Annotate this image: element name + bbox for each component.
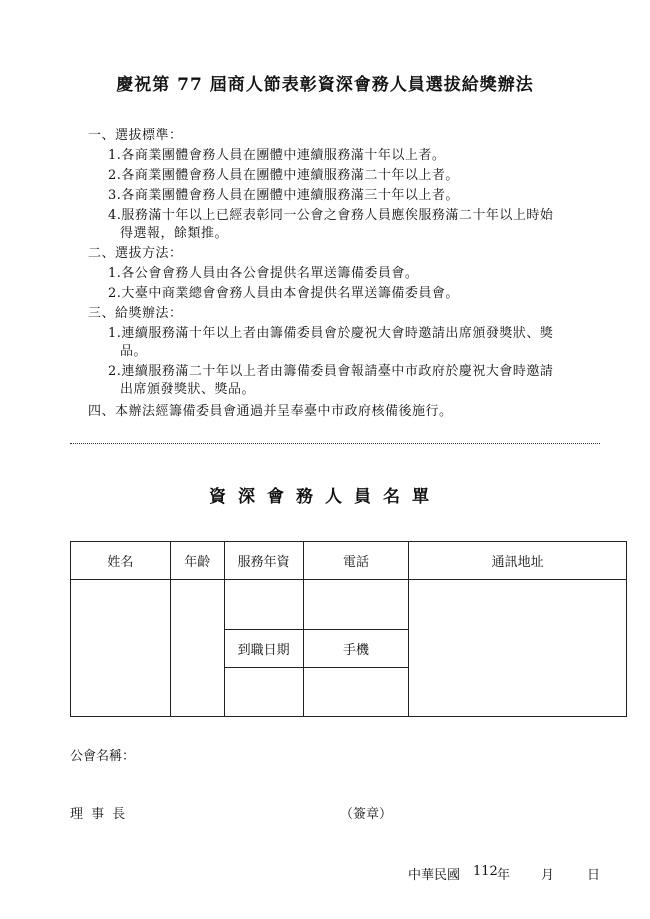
method-item: 2.大臺中商業總會會務人員由本會提供名單送籌備委員會。 bbox=[108, 286, 459, 301]
criteria-heading: 一、選拔標準： bbox=[88, 128, 183, 143]
header-address: 通訊地址 bbox=[409, 542, 627, 580]
age-cell[interactable] bbox=[170, 580, 224, 717]
phone-cell[interactable] bbox=[303, 580, 409, 630]
criteria-item: 2.各商業團體會務人員在團體中連續服務滿二十年以上者。 bbox=[108, 168, 459, 183]
criteria-item: 4.服務滿十年以上已經表彰同一公會之會務人員應俟服務滿二十年以上時始 bbox=[108, 208, 554, 223]
award-item: 2.連續服務滿二十年以上者由籌備委員會報請臺中市政府於慶祝大會時邀請 bbox=[108, 364, 554, 379]
table-header-row bbox=[71, 542, 627, 580]
criteria-item-continued: 得選報，餘類推。 bbox=[120, 226, 229, 241]
header-years: 服務年資 bbox=[224, 542, 303, 580]
seal-label: （簽章） bbox=[340, 807, 393, 822]
address-cell[interactable] bbox=[409, 580, 627, 717]
method-item: 1.各公會會務人員由各公會提供名單送籌備委員會。 bbox=[108, 266, 419, 281]
years-cell[interactable] bbox=[224, 580, 303, 630]
date-year: 112 bbox=[473, 864, 498, 879]
header-mobile: 手機 bbox=[303, 630, 409, 668]
start-date-cell[interactable] bbox=[224, 668, 303, 717]
chairman-label: 理 事 長 bbox=[70, 807, 128, 822]
table-row bbox=[71, 580, 627, 630]
name-cell[interactable] bbox=[71, 580, 171, 717]
criteria-item: 3.各商業團體會務人員在團體中連續服務滿三十年以上者。 bbox=[108, 188, 459, 203]
date-day-unit: 日 bbox=[587, 868, 601, 883]
header-name: 姓名 bbox=[71, 542, 171, 580]
header-start-date: 到職日期 bbox=[224, 630, 303, 668]
mobile-cell[interactable] bbox=[303, 668, 409, 717]
award-item-continued: 出席頒發獎狀、獎品。 bbox=[120, 382, 256, 397]
date-year-unit: 年 bbox=[497, 868, 511, 883]
roster-table bbox=[70, 541, 627, 717]
date-era: 中華民國 bbox=[408, 868, 461, 883]
date-month-unit: 月 bbox=[541, 868, 555, 883]
header-age: 年齡 bbox=[170, 542, 224, 580]
award-heading: 三、給獎辦法： bbox=[88, 306, 183, 321]
approval-text: 四、本辦法經籌備委員會通過并呈奉臺中市政府核備後施行。 bbox=[88, 404, 453, 419]
document-title: 慶祝第 77 屆商人節表彰資深會務人員選拔給獎辦法 bbox=[116, 75, 534, 95]
header-phone: 電話 bbox=[303, 542, 409, 580]
award-item: 1.連續服務滿十年以上者由籌備委員會於慶祝大會時邀請出席頒發獎狀、獎 bbox=[108, 326, 554, 341]
criteria-item: 1.各商業團體會務人員在團體中連續服務滿十年以上者。 bbox=[108, 148, 446, 163]
roster-title: 資深會務人員名單 bbox=[209, 487, 441, 507]
method-heading: 二、選拔方法： bbox=[88, 246, 183, 261]
association-label: 公會名稱： bbox=[70, 749, 136, 764]
award-item-continued: 品。 bbox=[120, 344, 148, 359]
dotted-divider bbox=[70, 443, 600, 444]
